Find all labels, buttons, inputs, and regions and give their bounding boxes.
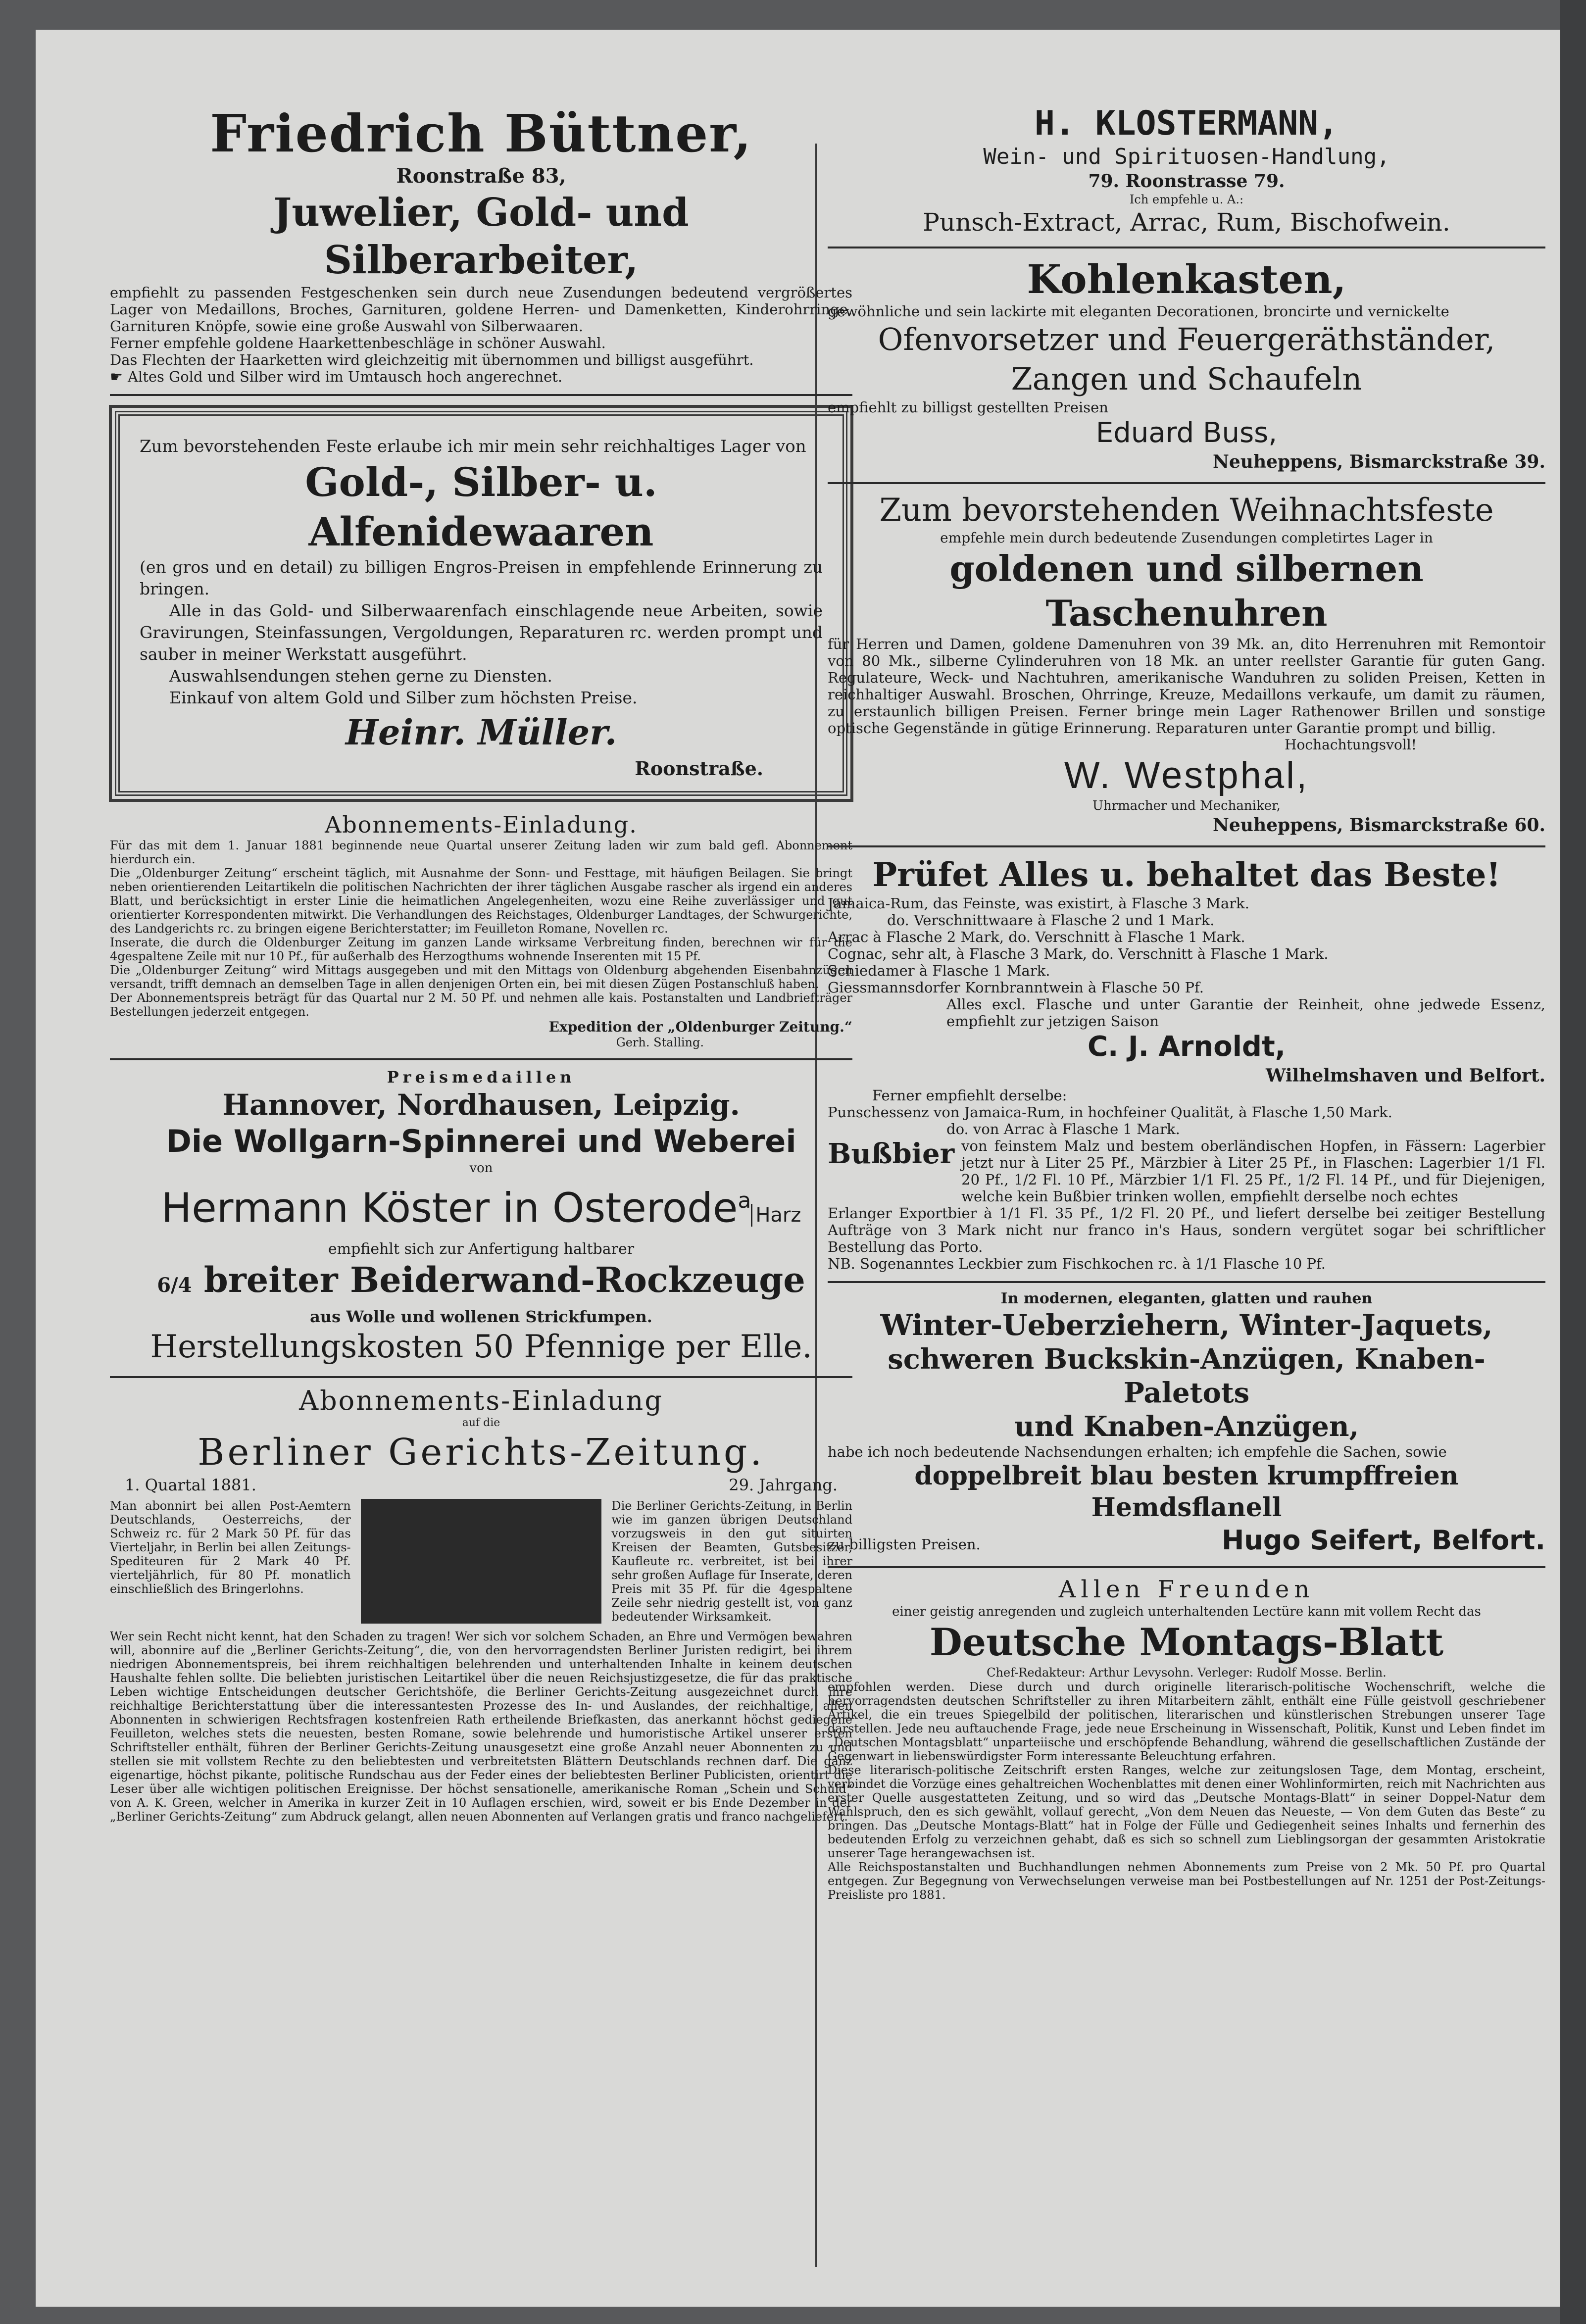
westphal-job: Uhrmacher und Mechaniker, xyxy=(1092,798,1281,813)
buss-h3: Zangen und Schaufeln xyxy=(1011,361,1362,397)
klostermann-products: Punsch-Extract, Arrac, Rum, Bischofwein. xyxy=(923,208,1450,237)
rule xyxy=(828,1281,1545,1283)
berliner-title: Abonnements-Einladung xyxy=(299,1385,663,1417)
left-column xyxy=(110,104,852,1832)
berliner-meta xyxy=(110,1475,852,1495)
koester-name-a: a xyxy=(738,1188,751,1213)
mueller-intro: Zum bevorstehenden Feste erlaube ich mir mein sehr reichhaltiges Lager von xyxy=(140,437,806,456)
abo-p2: Die „Oldenburger Zeitung“ erscheint täglich, mit Ausnahme der Sonn- und Festtage, mit häufigen Beilagen. Sie bringt neben orientierenden Leitartikeln die politischen Nachrichten der ihrer täglichen Ausgabe rascher als irgend ein anderes Blatt, und berücksichtigt in erster Linie die heimatlichen Angelegenheiten, wozu eine Reihe zuverlässiger und gut orientierter Korrespondenten mitwirkt. Die Verhandlungen des Reichstages, Oldenburger Landtages, der Schwurgerichte, des Landgerichts rc. zu bringen eigene Berichterstatter; im Feuilleton Romane, Novellen rc. xyxy=(110,866,852,936)
montag-editor: Chef-Redakteur: Arthur Levysohn. Verleger: Rudolf Mosse. Berlin. xyxy=(987,1666,1387,1680)
arnoldt-item: Arrac à Flasche 2 Mark, do. Verschnitt à Flasche 1 Mark. xyxy=(828,929,1245,945)
klostermann-trade: Wein- und Spirituosen-Handlung, xyxy=(983,144,1390,169)
montag-intro: einer geistig anregenden und zugleich unterhaltenden Lectüre kann mit vollem Recht das xyxy=(892,1604,1481,1619)
berliner-col-rule xyxy=(361,1499,602,1624)
mueller-address: Roonstraße. xyxy=(635,757,763,780)
westphal-name: W. Westphal, xyxy=(1064,754,1309,796)
seifert-h4: doppelbreit blau besten krumpffreien Hemdsflanell xyxy=(914,1461,1459,1523)
arnoldt-item: Schiedamer à Flasche 1 Mark. xyxy=(828,962,1050,979)
arnoldt-alles: Alles excl. Flasche und unter Garantie der Reinheit, ohne jedwede Essenz, empfiehlt zur jetzigen Saison xyxy=(946,996,1545,1030)
mueller-p1: (en gros und en detail) zu billigen Engros-Preisen in empfehlende Erinnerung zu bringen. xyxy=(140,557,823,598)
arnoldt-headline: Prüfet Alles u. behaltet das Beste! xyxy=(872,855,1501,894)
klostermann-name: H. KLOSTERMANN, xyxy=(1034,104,1339,143)
berliner-paper: Berliner Gerichts-Zeitung. xyxy=(198,1431,765,1474)
buettner-line2: Ferner empfehle goldene Haarkettenbeschläge in schöner Auswahl. xyxy=(110,335,606,351)
koester-frac: 6/4 xyxy=(157,1274,192,1297)
ad-arnoldt xyxy=(828,854,1545,1272)
ad-seifert xyxy=(828,1290,1545,1557)
montag-headline: Deutsche Montags-Blatt xyxy=(929,1620,1444,1664)
montag-body3: Alle Reichspostanstalten und Buchhandlungen nehmen Abonnements zum Preise von 2 Mk. 50 Pf. pro Quartal entgegen. Zur Begegnung von Verwechselungen verweise man bei Postbestellungen auf Nr. 1251 der Post-Zeitungs-Preisliste pro 1881. xyxy=(828,1860,1545,1902)
seifert-intro: In modernen, eleganten, glatten und rauhen xyxy=(1000,1290,1373,1307)
abo-p4: Die „Oldenburger Zeitung“ wird Mittags ausgegeben und mit den Mittags von Oldenburg abgehenden Eisenbahnzügen versandt, trifft demnach an demselben Tage in allen denjenigen Orten ein, bei mit diesen Zügen Postanschluß haben. xyxy=(110,963,852,991)
scan-edge xyxy=(1560,0,1586,2324)
ad-buettner xyxy=(110,104,852,385)
arnoldt-item: Giessmannsdorfer Kornbranntwein à Flasche 50 Pf. xyxy=(828,979,1204,996)
mueller-p4: Einkauf von altem Gold und Silber zum höchsten Preise. xyxy=(169,688,638,707)
abo-sign: Expedition der „Oldenburger Zeitung.“ xyxy=(548,1019,852,1035)
abo-p5: Der Abonnementspreis beträgt für das Quartal nur 2 M. 50 Pf. und nehmen alle kais. Postanstalten und Landbriefträger Bestellungen jederzeit entgegen. xyxy=(110,991,852,1019)
abo-p1: Für das mit dem 1. Januar 1881 beginnende neue Quartal unserer Zeitung laden wir zum bald gefl. Abonnement hierdurch ein. xyxy=(110,839,852,866)
koester-von: von xyxy=(469,1161,493,1176)
seifert-h3: und Knaben-Anzügen, xyxy=(1014,1410,1359,1443)
arnoldt-ferner: Ferner empfiehlt derselbe: xyxy=(872,1087,1067,1104)
westphal-headline: goldenen und silbernen Taschenuhren xyxy=(949,547,1424,634)
arnoldt-address: Wilhelmshaven und Belfort. xyxy=(1266,1065,1545,1086)
rule xyxy=(828,845,1545,847)
seifert-h1: Winter-Ueberziehern, Winter-Jaquets, xyxy=(880,1308,1493,1342)
rule xyxy=(828,1566,1545,1568)
arnoldt-bier: von feinstem Malz und bestem oberländischen Hopfen, in Fässern: Lagerbier jetzt nur à Liter 25 Pf., Märzbier à Liter 25 Pf., in Flaschen: Lagerbier 1/1 Fl. 20 Pf., 1/2 Fl. 10 Pf., Märzbier 1/1 Fl. 25 Pf., 1/2 Fl. 14 Pf., und für Diejenigen, welche kein Bußbier trinken wollen, empfiehlt derselbe noch echtes xyxy=(961,1137,1545,1205)
westphal-regards: Hochachtungsvoll! xyxy=(1285,737,1417,753)
buss-name: Eduard Buss, xyxy=(1095,417,1278,449)
koester-company: Die Wollgarn-Spinnerei und Weberei xyxy=(166,1123,796,1159)
arnoldt-bier-label: Bußbier xyxy=(828,1137,955,1170)
buss-price: empfiehlt zu billigst gestellten Preisen xyxy=(828,399,1108,416)
berliner-col-b: Die Berliner Gerichts-Zeitung, in Berlin wie im ganzen übrigen Deutschland vorzugsweis in den gut situirten Kreisen der Beamten, Gutsbesitzer, Kaufleute rc. verbreitet, ist bei ihrer sehr großen Auflage für Inserate, deren Preis mit 35 Pf. für die 4gespaltene Zeile sehr niedrig gestellt ist, von ganz bedeutender Wirksamkeit. xyxy=(611,1499,853,1624)
montag-title: Allen Freunden xyxy=(1058,1576,1315,1603)
arnoldt-punsch: Punschessenz von Jamaica-Rum, in hochfeiner Qualität, à Flasche 1,50 Mark. xyxy=(828,1104,1392,1121)
ad-klostermann xyxy=(828,104,1545,238)
mueller-p2: Alle in das Gold- und Silberwaarenfach einschlagende neue Arbeiten, sowie Gravirungen, Steinfassungen, Vergoldungen, Reparaturen rc. werden prompt und sauber in meiner Werkstatt ausgeführt. xyxy=(140,601,823,664)
klostermann-address: 79. Roonstrasse 79. xyxy=(1088,171,1285,192)
montag-body: empfohlen werden. Diese durch und durch originelle literarisch-politische Wochenschrift, welche die hervorragendsten deutschen Schriftsteller zu ihren Mitarbeitern zählt, enthält eine Fülle geistvoll geschriebener Artikel, die ein treues Spiegelbild der politischen, literarischen und künstlerischen Strebungen unserer Tage darstellen. Jede neu auftauchende Frage, jede neue Erscheinung in Wissenschaft, Politik, Kunst und Leben findet im „Deutschen Montagsblatt“ unparteiische und erschöpfende Behandlung, während die gesellschaftlichen Zustände der Gegenwart in liebenswürdigster Form interessante Beleuchtung erfahren. xyxy=(828,1680,1545,1763)
ad-mueller xyxy=(115,411,847,796)
ad-montagsblatt xyxy=(828,1575,1545,1902)
buettner-line3: Das Flechten der Haarketten wird gleichzeitig mit übernommen und billigst ausgeführt. xyxy=(110,351,754,368)
arnoldt-item: do. Verschnittwaare à Flasche 2 und 1 Mark. xyxy=(887,912,1215,929)
berliner-two-cols xyxy=(110,1499,852,1624)
buettner-line4-row xyxy=(110,368,852,385)
berliner-quarter: 1. Quartal 1881. xyxy=(125,1476,256,1495)
koester-offer: empfiehlt sich zur Anfertigung haltbarer xyxy=(328,1240,635,1258)
mueller-p3: Auswahlsendungen stehen gerne zu Diensten. xyxy=(169,666,552,686)
seifert-price: zu billigsten Preisen. xyxy=(828,1536,981,1553)
buss-address: Neuheppens, Bismarckstraße 39. xyxy=(1212,451,1545,472)
seifert-name: Hugo Seifert, Belfort. xyxy=(1222,1525,1545,1556)
arnoldt-erlanger: Erlanger Exportbier à 1/1 Fl. 35 Pf., 1/2 Fl. 20 Pf., und liefert derselbe bei zeitiger Bestellung Aufträge von 3 Mark nicht nur franco in's Haus, sondern vergütet sogar bei schriftlicher Bestellung das Porto. xyxy=(828,1205,1545,1255)
arnoldt-name: C. J. Arnoldt, xyxy=(1087,1031,1286,1063)
koester-price: Herstellungskosten 50 Pfennige per Elle. xyxy=(150,1329,812,1366)
buettner-address: Roonstraße 83, xyxy=(396,164,566,188)
koester-cities: Hannover, Nordhausen, Leipzig. xyxy=(222,1088,740,1122)
seifert-sign-row xyxy=(828,1524,1545,1557)
koester-material: aus Wolle und wollenen Strickfumpen. xyxy=(310,1307,652,1327)
westphal-intro: empfehle mein durch bedeutende Zusendungen completirtes Lager in xyxy=(940,530,1433,546)
buettner-headline: Juwelier, Gold- und Silberarbeiter, xyxy=(273,190,689,283)
westphal-address: Neuheppens, Bismarckstraße 60. xyxy=(1212,815,1545,836)
berliner-col-a: Man abonnirt bei allen Post-Aemtern Deutschlands, Oesterreichs, der Schweiz rc. für 2 Mark 50 Pf. für das Vierteljahr, in Berlin bei allen Zeitungs-Spediteuren für 2 Mark 40 Pf. vierteljährlich, für 80 Pf. monatlich einschließlich des Bringerlohns. xyxy=(110,1499,351,1596)
seifert-h2: schweren Buckskin-Anzügen, Knaben-Paletots xyxy=(888,1343,1486,1409)
buettner-line4: Altes Gold und Silber wird im Umtausch hoch angerechnet. xyxy=(128,368,563,385)
ad-buss xyxy=(828,255,1545,473)
buss-headline: Kohlenkasten, xyxy=(1027,256,1346,302)
seifert-body: habe ich noch bedeutende Nachsendungen erhalten; ich empfehle die Sachen, sowie xyxy=(828,1443,1447,1460)
ad-berliner xyxy=(110,1385,852,1824)
buss-h2: Ofenvorsetzer und Feuergeräthständer, xyxy=(878,321,1495,357)
abo-title: Abonnements-Einladung. xyxy=(325,811,638,838)
rule xyxy=(110,1376,852,1378)
rule xyxy=(110,394,852,396)
newspaper-page xyxy=(36,30,1560,2307)
koester-product-row xyxy=(110,1259,852,1307)
arnoldt-nb: NB. Sogenanntes Leckbier zum Fischkochen rc. à 1/1 Flasche 10 Pf. xyxy=(828,1255,1326,1272)
berliner-auf: auf die xyxy=(462,1417,500,1430)
koester-name: Hermann Köster in Osterode xyxy=(161,1185,738,1232)
ad-oldenburger-abo xyxy=(110,811,852,1049)
rule xyxy=(828,482,1545,484)
koester-name-harz: Harz xyxy=(751,1204,801,1227)
westphal-body: für Herren und Damen, goldene Damenuhren von 39 Mk. an, dito Herrenuhren mit Remontoir von 80 Mk., silberne Cylinderuhren von 18 Mk. an unter reellster Garantie für guten Gang. Regulateure, Weck- und Nachtuhren, amerikanische Wanduhren zu soliden Preisen, Ketten in reichhaltiger Auswahl. Broschen, Ohrringe, Kreuze, Medaillons verkaufe, um damit zu räumen, zu erstaunlich billigen Preisen. Ferner bringe mein Lager Rathenower Brillen und sonstige optische Gegenstände in gütige Erinnerung. Reparaturen unter Garantie prompt und billig. xyxy=(828,636,1545,737)
ad-westphal xyxy=(828,491,1545,837)
berliner-body: Wer sein Recht nicht kennt, hat den Schaden zu tragen! Wer sich vor solchem Schaden, an Ehre und Vermögen bewahren will, abonnire auf die „Berliner Gerichts-Zeitung“, die, von den hervorragendsten Berliner Juristen redigirt, bei ihrem niedrigen Abonnementspreis, bei ihrem reichhaltigen belehrenden und unterhaltenden Inhalte in keinem deutschen Haushalte fehlen sollte. Die beliebten juristischen Leitartikel über die neuen Reichsjustizgesetze, die für das praktische Leben wichtige Entscheidungen deutscher Gerichtshöfe, die Berliner Gerichts-Zeitung ausgezeichnet durch ihre reichhaltige Berichterstattung über die interessantesten Prozesse des In- und Auslandes, der reichhaltige, allen Abonnenten in schwierigen Rechtsfragen kostenfreien Rath ertheilende Briefkasten, das anerkannt höchst gediegene Feuilleton, welches stets die neuesten, besten Romane, sowie belehrende und humoristische Artikel unserer ersten Schriftsteller enthält, führen der Berliner Gerichts-Zeitung unausgesetzt eine große Anzahl neuer Abonnenten zu und stellen sie mit vollstem Rechte zu den beliebtesten und verbreitetsten Blättern Deutschlands rechnen darf. Die ganz eigenartige, höchst pikante, politische Rundschau aus der Feder eines der beliebtesten Berliner Publicisten, orientirt die Leser über alle wichtigen politischen Ereignisse. Der höchst sensationelle, amerikanische Roman „Schein und Schuld“ von A. K. Green, welcher in Amerika in kurzer Zeit in 10 Auflagen erschien, wird, soweit er bis Ende Dezember in der „Berliner Gerichts-Zeitung“ zum Abdruck gelangt, allen neuen Abonnenten auf Verlangen gratis und franco nachgeliefert. xyxy=(110,1630,852,1824)
buettner-body: empfiehlt zu passenden Festgeschenken sein durch neue Zusendungen bedeutend vergrößertes Lager von Medaillons, Broches, Garnituren, goldene Herren- und Damenketten, Kinderohrringe, Garnituren Knöpfe, sowie eine große Auswahl von Silberwaaren. xyxy=(110,284,852,335)
pointing-hand-icon: ☛ xyxy=(110,368,123,385)
arnoldt-punsch2: do. von Arrac à Flasche 1 Mark. xyxy=(946,1121,1180,1137)
westphal-title: Zum bevorstehenden Weihnachtsfeste xyxy=(879,492,1494,529)
arnoldt-item: Cognac, sehr alt, à Flasche 3 Mark, do. Verschnitt à Flasche 1 Mark. xyxy=(828,945,1329,962)
arnoldt-item: Jamaica-Rum, das Feinste, was existirt, à Flasche 3 Mark. xyxy=(828,895,1249,912)
rule xyxy=(828,247,1545,248)
abo-sign2: Gerh. Stalling. xyxy=(616,1036,704,1049)
ad-koester xyxy=(110,1067,852,1367)
buss-body: gewöhnliche und sein lackirte mit eleganten Decorationen, broncirte und vernickelte xyxy=(828,303,1449,320)
right-column xyxy=(828,104,1545,1911)
mueller-headline: Gold-, Silber- u. Alfenidewaaren xyxy=(305,459,657,555)
klostermann-recommend: Ich empfehle u. A.: xyxy=(1129,193,1244,206)
mueller-name: Heinr. Müller. xyxy=(345,712,617,753)
koester-product: breiter Beiderwand-Rockzeuge xyxy=(203,1259,805,1301)
buettner-name: Friedrich Büttner, xyxy=(210,103,752,164)
rule xyxy=(110,1058,852,1060)
koester-name-row xyxy=(110,1176,852,1240)
koester-medals: Preismedaillen xyxy=(387,1068,576,1087)
arnoldt-bier-row xyxy=(828,1137,1545,1205)
montag-body2: Diese literarisch-politische Zeitschrift ersten Ranges, welche zur zeitungslosen Tage, dem Montag, erscheint, verbindet die Vorzüge eines gehaltreichen Wochenblattes mit denen einer Wohlinformirten, reich mit Nachrichten aus erster Quelle ausgestatteten Zeitung, und so wird das „Deutsche Montags-Blatt“ in seiner Doppel-Natur dem Wahlspruch, den es sich gewählt, vollauf gerecht, „Von dem Neuen das Neueste, — Von dem Guten das Beste“ zu bringen. Das „Deutsche Montags-Blatt“ hat in Folge der Fülle und Gediegenheit seines Inhalts und fernerhin des bedeutenden Erfolg zu verzeichnen gehabt, daß es sich so schnell zum Lieblingsorgan der gesammten Aristokratie unserer Tage herangewachsen ist. xyxy=(828,1763,1545,1860)
berliner-year: 29. Jahrgang. xyxy=(729,1476,838,1495)
abo-p3: Inserate, die durch die Oldenburger Zeitung im ganzen Lande wirksame Verbreitung finden, berechnen wir für die 4gespaltene Zeile mit nur 10 Pf., für außerhalb des Herzogthums wohnende Inserenten mit 15 Pf. xyxy=(110,936,852,963)
